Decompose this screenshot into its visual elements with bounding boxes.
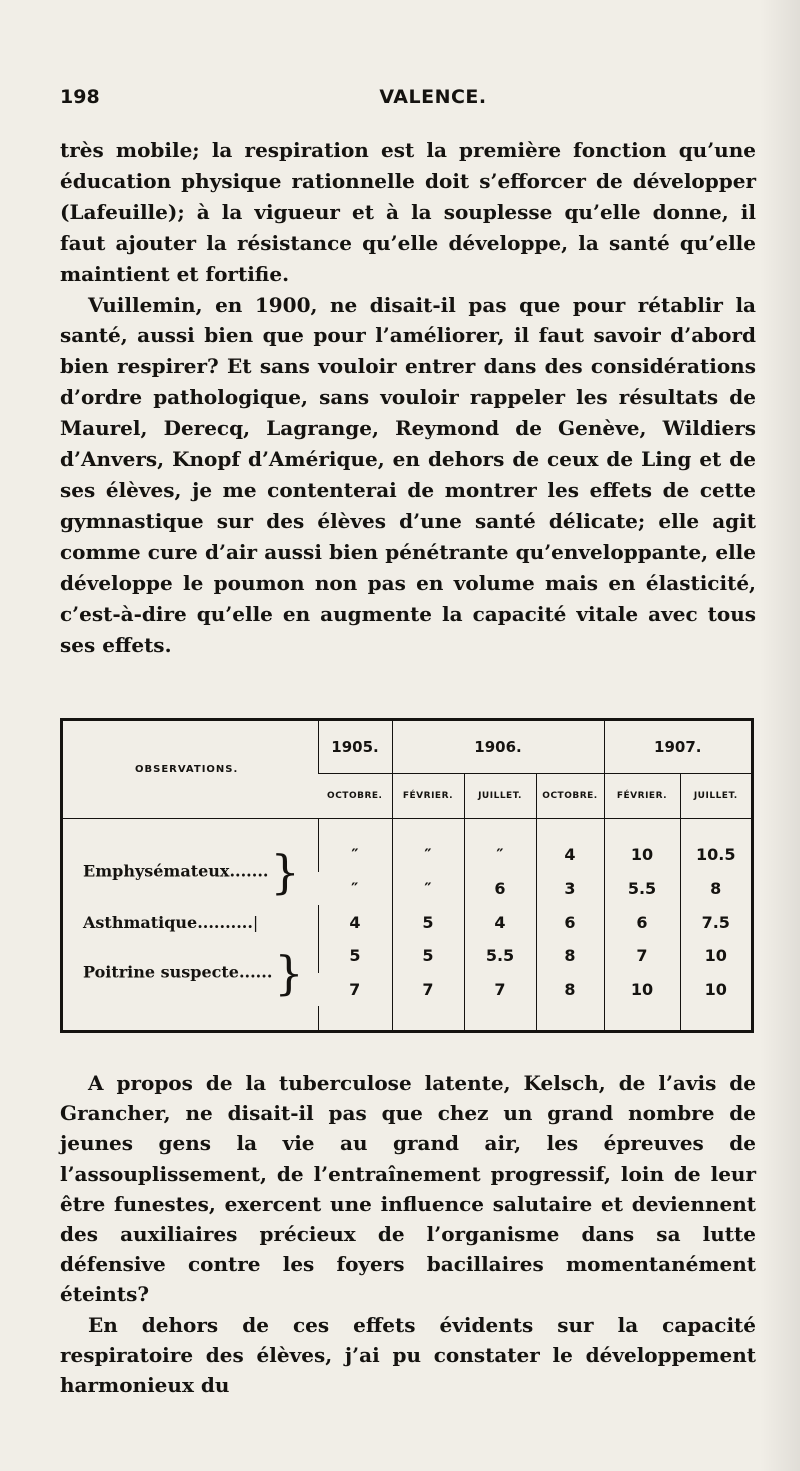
paragraph: A propos de la tuberculose latente, Kelsch, de l’avis de Grancher, ne disait-il pas que chez un grand nombre de jeunes gens la vie au grand air, les épreuves de l’assouplissement, de l’entraînement progressif, loin de leur être funestes, exercent une influence salutaire et deviennent des auxiliaires précieux de l’organisme dans sa lutte défensive contre les foyers bacillaires momentanément éteints? xyxy=(60,1071,756,1307)
year-header: 1905. xyxy=(318,721,392,774)
table-cell: 10 xyxy=(680,939,751,973)
table-cell: 4 xyxy=(464,905,536,939)
table-cell: ″ xyxy=(464,838,536,872)
table-cell: 8 xyxy=(536,939,604,973)
table-row xyxy=(63,905,751,939)
table-cell: 4 xyxy=(536,838,604,872)
observations-header: OBSERVATIONS. xyxy=(135,763,239,775)
table-cell: 4 xyxy=(318,905,392,939)
table-cell: 10 xyxy=(604,838,680,872)
year-header: 1906. xyxy=(392,721,604,774)
table-cell: ″ xyxy=(392,872,464,906)
paragraph: Vuillemin, en 1900, ne disait-il pas que pour rétablir la santé, aussi bien que pour l’améliorer, il faut savoir d’abord bien respirer? Et sans vouloir entrer dans des considérations d’ordre pathologique, sans vouloir rappeler les résultats de Maurel, Derecq, Lagrange, Reymond de Genève, Wildiers d’Anvers, Knopf d’Amérique, en dehors de ceux de Ling et de ses élèves, je me contenterai de montrer les effets de cette gymnastique sur des élèves d’une santé délicate; elle agit comme cure d’air aussi bien pénétrante qu’enveloppante, elle développe le poumon non pas en volume mais en élasticité, c’est-à-dire qu’elle en augmente la capacité vitale avec tous ses effets. xyxy=(60,292,756,657)
month-header: JUILLET. xyxy=(464,774,536,818)
data-table xyxy=(60,718,754,1033)
running-head: VALENCE. xyxy=(379,86,487,108)
month-header: JUILLET. xyxy=(680,774,751,818)
page-number: 198 xyxy=(60,86,100,108)
table-row xyxy=(63,838,751,872)
text-block-top xyxy=(60,135,756,660)
table-cell: ″ xyxy=(318,838,392,872)
paragraph: très mobile; la respiration est la première fonction qu’une éducation physique rationnelle doit s’efforcer de développer (Lafeuille); à la vigueur et à la souplesse qu’elle donne, il faut ajouter la résistance qu’elle développe, la santé qu’elle maintient et fortifie. xyxy=(60,138,756,286)
table-cell: 5 xyxy=(392,939,464,973)
table-separator xyxy=(63,818,751,838)
month-header: OCTOBRE. xyxy=(536,774,604,818)
observations-table xyxy=(63,721,751,1030)
row-label: Poitrine suspecte......} xyxy=(83,945,304,1000)
table-row xyxy=(63,939,751,973)
month-header: FÉVRIER. xyxy=(392,774,464,818)
table-cell: 7 xyxy=(392,973,464,1007)
table-cell: 6 xyxy=(464,872,536,906)
year-header: 1907. xyxy=(604,721,751,774)
table-spacer xyxy=(63,1006,751,1030)
table-cell: 8 xyxy=(680,872,751,906)
table-cell: 10 xyxy=(680,973,751,1007)
table-cell: ″ xyxy=(392,838,464,872)
text-block-bottom xyxy=(60,1068,756,1400)
table-cell: 7.5 xyxy=(680,905,751,939)
month-header: OCTOBRE. xyxy=(318,774,392,818)
table-cell: 10.5 xyxy=(680,838,751,872)
table-cell: 5 xyxy=(392,905,464,939)
table-cell: 5.5 xyxy=(464,939,536,973)
table-cell: 7 xyxy=(604,939,680,973)
table-cell: 3 xyxy=(536,872,604,906)
brace-icon: } xyxy=(270,844,300,899)
table-cell: 5 xyxy=(318,939,392,973)
page-edge-shadow xyxy=(760,0,800,1471)
brace-icon: } xyxy=(274,945,304,1000)
row-label: Asthmatique..........| xyxy=(83,912,259,932)
table-cell: 8 xyxy=(536,973,604,1007)
table-cell: ″ xyxy=(351,878,359,898)
table-cell: 6 xyxy=(536,905,604,939)
table-cell: 6 xyxy=(604,905,680,939)
table-cell: 5.5 xyxy=(604,872,680,906)
month-header: FÉVRIER. xyxy=(604,774,680,818)
paragraph: En dehors de ces effets évidents sur la capacité respiratoire des élèves, j’ai pu constater le développement harmonieux du xyxy=(60,1312,756,1398)
table-cell: 7 xyxy=(349,979,361,999)
table-cell: 10 xyxy=(604,973,680,1007)
page-header xyxy=(60,86,756,122)
table-cell: 7 xyxy=(464,973,536,1007)
row-label: Emphysémateux.......} xyxy=(83,844,300,899)
